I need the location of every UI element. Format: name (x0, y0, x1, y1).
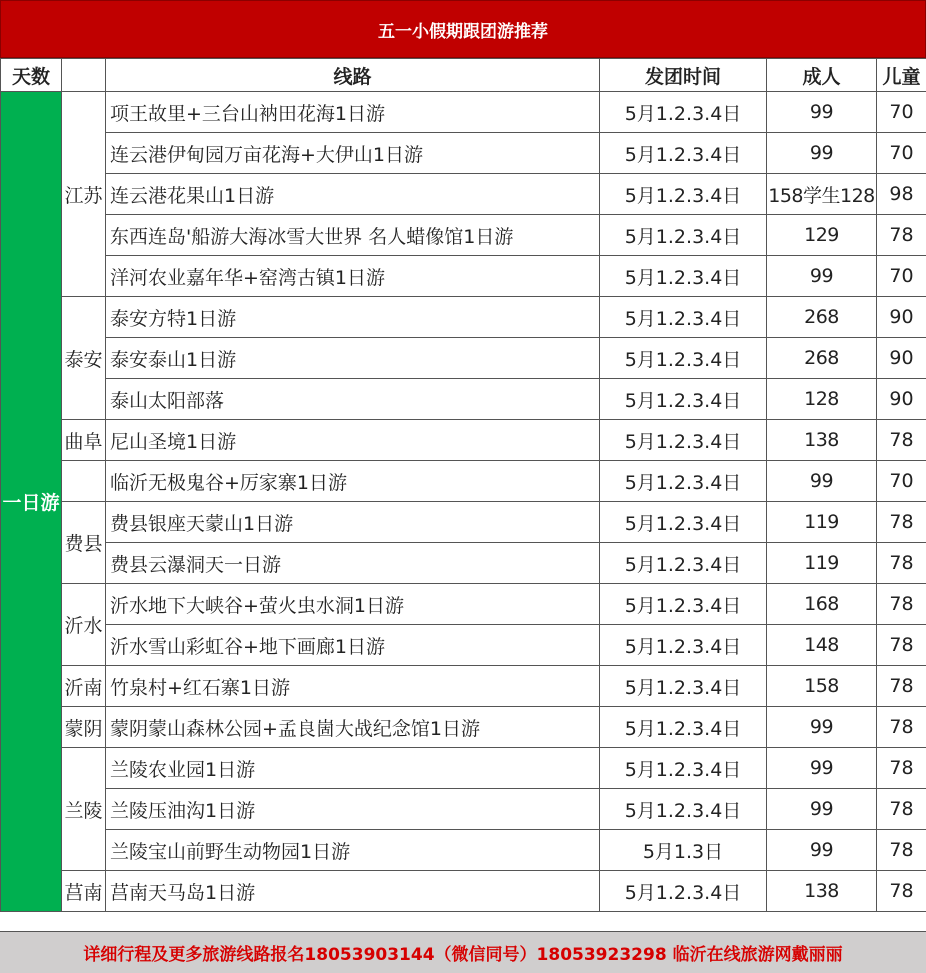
tour-table (0, 58, 926, 912)
header-child: 儿童 (877, 59, 926, 92)
child-price-cell: 78 (877, 748, 926, 789)
time-cell: 5月1.2.3.4日 (600, 379, 767, 420)
table-row (1, 789, 926, 830)
time-cell: 5月1.2.3.4日 (600, 707, 767, 748)
time-cell: 5月1.2.3.4日 (600, 215, 767, 256)
child-price-cell: 78 (877, 420, 926, 461)
adult-price-cell: 138 (767, 420, 877, 461)
adult-price-cell: 138 (767, 871, 877, 912)
region-cell: 兰陵 (62, 748, 106, 871)
region-cell: 江苏 (62, 92, 106, 297)
contact-footer: 详细行程及更多旅游线路报名18053903144（微信同号）18053923298 临沂在线旅游网戴丽丽 (0, 931, 926, 973)
route-cell: 竹泉村+红石寨1日游 (106, 666, 600, 707)
child-price-cell: 78 (877, 666, 926, 707)
child-price-cell: 78 (877, 625, 926, 666)
child-price-cell: 90 (877, 297, 926, 338)
table-row (1, 461, 926, 502)
region-cell: 莒南 (62, 871, 106, 912)
child-price-cell: 78 (877, 789, 926, 830)
route-cell: 连云港花果山1日游 (106, 174, 600, 215)
route-cell: 费县银座天蒙山1日游 (106, 502, 600, 543)
region-cell: 泰安 (62, 297, 106, 420)
region-cell: 蒙阴 (62, 707, 106, 748)
adult-price-cell: 119 (767, 543, 877, 584)
table-row (1, 625, 926, 666)
adult-price-cell: 148 (767, 625, 877, 666)
time-cell: 5月1.2.3.4日 (600, 543, 767, 584)
adult-price-cell: 99 (767, 92, 877, 133)
time-cell: 5月1.2.3.4日 (600, 338, 767, 379)
route-cell: 东西连岛'船游大海冰雪大世界 名人蜡像馆1日游 (106, 215, 600, 256)
adult-price-cell: 158学生128 (767, 174, 877, 215)
sheet-title: 五一小假期跟团游推荐 (0, 0, 926, 58)
header-adult: 成人 (767, 59, 877, 92)
route-cell: 泰山太阳部落 (106, 379, 600, 420)
route-cell: 洋河农业嘉年华+窑湾古镇1日游 (106, 256, 600, 297)
time-cell: 5月1.2.3.4日 (600, 174, 767, 215)
child-price-cell: 90 (877, 338, 926, 379)
route-cell: 兰陵农业园1日游 (106, 748, 600, 789)
adult-price-cell: 99 (767, 707, 877, 748)
child-price-cell: 78 (877, 215, 926, 256)
time-cell: 5月1.3日 (600, 830, 767, 871)
header-region (62, 59, 106, 92)
table-row (1, 584, 926, 625)
header-days: 天数 (1, 59, 62, 92)
child-price-cell: 98 (877, 174, 926, 215)
child-price-cell: 78 (877, 707, 926, 748)
adult-price-cell: 99 (767, 748, 877, 789)
header-row (1, 59, 926, 92)
time-cell: 5月1.2.3.4日 (600, 297, 767, 338)
time-cell: 5月1.2.3.4日 (600, 461, 767, 502)
time-cell: 5月1.2.3.4日 (600, 748, 767, 789)
table-row (1, 420, 926, 461)
route-cell: 莒南天马岛1日游 (106, 871, 600, 912)
table-row (1, 338, 926, 379)
table-row (1, 707, 926, 748)
time-cell: 5月1.2.3.4日 (600, 584, 767, 625)
time-cell: 5月1.2.3.4日 (600, 502, 767, 543)
route-cell: 泰安方特1日游 (106, 297, 600, 338)
header-time: 发团时间 (600, 59, 767, 92)
child-price-cell: 78 (877, 830, 926, 871)
table-row (1, 215, 926, 256)
route-cell: 兰陵宝山前野生动物园1日游 (106, 830, 600, 871)
route-cell: 泰安泰山1日游 (106, 338, 600, 379)
header-route: 线路 (106, 59, 600, 92)
child-price-cell: 78 (877, 871, 926, 912)
time-cell: 5月1.2.3.4日 (600, 666, 767, 707)
time-cell: 5月1.2.3.4日 (600, 92, 767, 133)
route-cell: 费县云瀑洞天一日游 (106, 543, 600, 584)
adult-price-cell: 128 (767, 379, 877, 420)
child-price-cell: 78 (877, 502, 926, 543)
adult-price-cell: 99 (767, 133, 877, 174)
region-cell-empty (62, 461, 106, 502)
child-price-cell: 70 (877, 256, 926, 297)
child-price-cell: 78 (877, 584, 926, 625)
time-cell: 5月1.2.3.4日 (600, 256, 767, 297)
adult-price-cell: 99 (767, 789, 877, 830)
route-cell: 尼山圣境1日游 (106, 420, 600, 461)
time-cell: 5月1.2.3.4日 (600, 789, 767, 830)
route-cell: 蒙阴蒙山森林公园+孟良崮大战纪念馆1日游 (106, 707, 600, 748)
route-cell: 项王故里+三台山衲田花海1日游 (106, 92, 600, 133)
route-cell: 连云港伊甸园万亩花海+大伊山1日游 (106, 133, 600, 174)
table-row (1, 871, 926, 912)
adult-price-cell: 268 (767, 297, 877, 338)
table-row (1, 174, 926, 215)
child-price-cell: 70 (877, 92, 926, 133)
region-cell: 沂南 (62, 666, 106, 707)
adult-price-cell: 119 (767, 502, 877, 543)
table-row (1, 92, 926, 133)
table-row (1, 830, 926, 871)
child-price-cell: 70 (877, 133, 926, 174)
adult-price-cell: 99 (767, 256, 877, 297)
route-cell: 临沂无极鬼谷+厉家寨1日游 (106, 461, 600, 502)
time-cell: 5月1.2.3.4日 (600, 871, 767, 912)
table-row (1, 748, 926, 789)
table-row (1, 666, 926, 707)
table-row (1, 379, 926, 420)
adult-price-cell: 268 (767, 338, 877, 379)
adult-price-cell: 99 (767, 830, 877, 871)
route-cell: 沂水雪山彩虹谷+地下画廊1日游 (106, 625, 600, 666)
region-cell: 沂水 (62, 584, 106, 666)
table-row (1, 133, 926, 174)
time-cell: 5月1.2.3.4日 (600, 625, 767, 666)
adult-price-cell: 158 (767, 666, 877, 707)
time-cell: 5月1.2.3.4日 (600, 133, 767, 174)
adult-price-cell: 99 (767, 461, 877, 502)
adult-price-cell: 168 (767, 584, 877, 625)
route-cell: 沂水地下大峡谷+萤火虫水洞1日游 (106, 584, 600, 625)
child-price-cell: 78 (877, 543, 926, 584)
child-price-cell: 70 (877, 461, 926, 502)
region-cell: 曲阜 (62, 420, 106, 461)
day-type-cell: 一日游 (1, 92, 62, 912)
table-row (1, 256, 926, 297)
table-row (1, 543, 926, 584)
region-cell: 费县 (62, 502, 106, 584)
child-price-cell: 90 (877, 379, 926, 420)
time-cell: 5月1.2.3.4日 (600, 420, 767, 461)
table-row (1, 297, 926, 338)
table-row (1, 502, 926, 543)
adult-price-cell: 129 (767, 215, 877, 256)
route-cell: 兰陵压油沟1日游 (106, 789, 600, 830)
